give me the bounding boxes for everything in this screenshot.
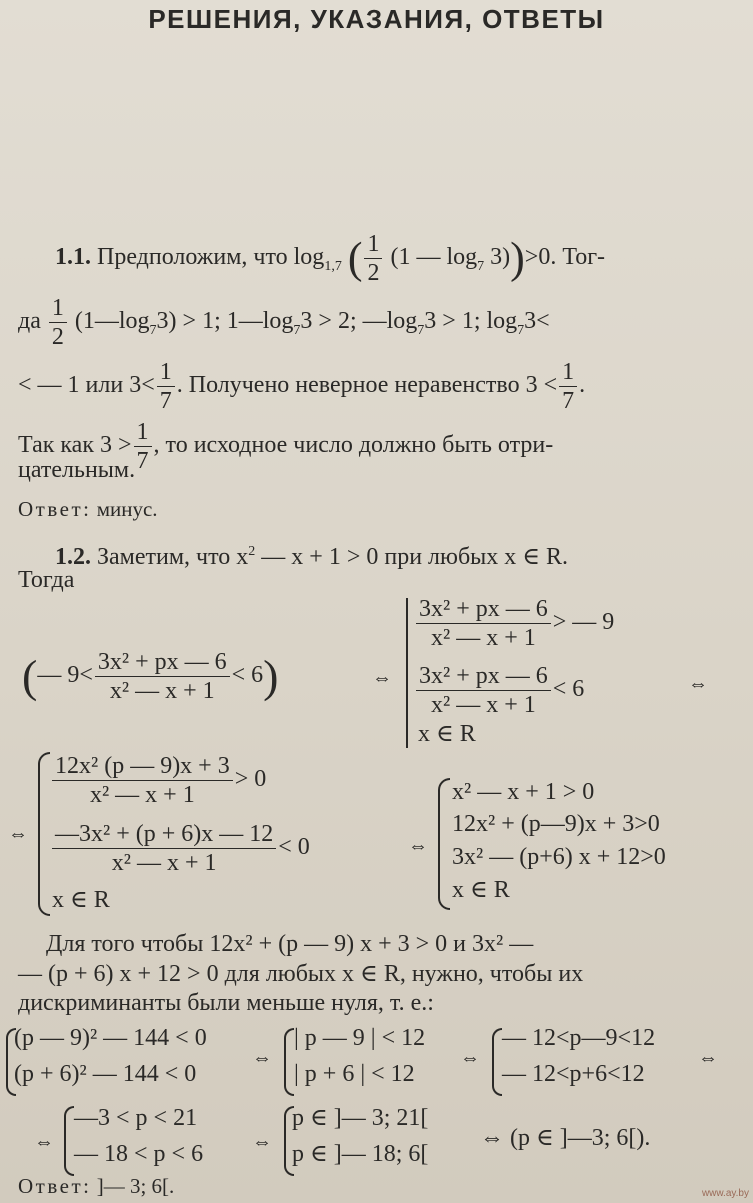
fraction: $\frac{1}{7}$ (134, 420, 152, 473)
fraction: $\frac{1}{2}$ (364, 232, 382, 285)
system-1-row-3: x ∈ R (418, 721, 476, 747)
answer-1-1 (18, 495, 158, 523)
fraction: $\frac{\text{12x² (p — 9)x + 3}}{\text{x² — x + 1}}$ (52, 754, 233, 807)
double-inequality: (— 9< $\frac{\text{3x² + px — 6}}{\text{x² — x + 1}}$ < 6) (22, 649, 279, 704)
problem-1-1-line-3: < — 1 или 3< $\frac{1}{7}$ . Получено неверное неравенство 3 < $\frac{1}{7}$ . (18, 359, 586, 414)
system-bracket (406, 598, 408, 748)
problem-1-2-line-1: 1.2. Заметим, что $x^2$ — x + 1 > 0 при любых x ∈ R. (55, 544, 569, 570)
system-brace (284, 1028, 294, 1096)
iff-symbol: ⇔ (252, 1047, 272, 1069)
system-3-row-4: x ∈ R (452, 877, 510, 903)
system-2-row-2: $\frac{\text{—3x² + (p + 6)x — 12}}{\text{x² — x + 1}}$ < 0 (50, 822, 310, 875)
system-3-row-3: 3x² — (p+6) x + 12>0 (452, 844, 666, 870)
system-7-row-2: — 18 < p < 6 (74, 1141, 204, 1167)
problem-1-1-line-2: да $\frac{1}{2}$ $(1—\log_73) > 1$; $1—\log_73 > 2$; $—\log_73 > 1$; $\log_73<$ (18, 295, 550, 350)
iff-symbol: ⇔ (252, 1131, 272, 1153)
paragraph-line-3: дискриминанты были меньше нуля, т. е.: (18, 990, 434, 1016)
system-8-row-2: p ∈ ]— 18; 6[ (292, 1141, 429, 1167)
final-result: ⇔ (p ∈ ]—3; 6[). (480, 1125, 651, 1151)
system-4-row-2: (p + 6)² — 144 < 0 (14, 1061, 197, 1087)
system-5-row-2: | p + 6 | < 12 (294, 1061, 415, 1087)
system-3-row-2: 12x² + (p—9)x + 3>0 (452, 811, 660, 837)
answer-label: Ответ: (18, 497, 92, 521)
fraction: $\frac{1}{7}$ (559, 360, 577, 413)
answer-label: Ответ: (18, 1174, 92, 1198)
system-brace (64, 1106, 74, 1176)
system-brace (492, 1028, 502, 1096)
problem-1-2-line-2: Тогда (18, 567, 75, 593)
fraction: $\frac{\text{3x² + px — 6}}{\text{x² — x + 1}}$ (416, 664, 551, 717)
problem-number: 1.2. (55, 544, 91, 570)
system-brace (438, 778, 450, 910)
system-1-row-2: $\frac{\text{3x² + px — 6}}{\text{x² — x + 1}}$ < 6 (414, 664, 584, 717)
iff-symbol: ⇔ (408, 835, 428, 857)
system-1-row-1: $\frac{\text{3x² + px — 6}}{\text{x² — x + 1}}$ > — 9 (414, 597, 614, 650)
system-2-row-1: $\frac{\text{12x² (p — 9)x + 3}}{\text{x² — x + 1}}$ > 0 (50, 754, 266, 807)
problem-1-1-line-4: Так как 3 > $\frac{1}{7}$ , то исходное число должно быть отри- (18, 419, 554, 474)
answer-1-2 (18, 1172, 174, 1200)
system-5-row-1: | p — 9 | < 12 (294, 1025, 426, 1051)
fraction: $\frac{\text{3x² + px — 6}}{\text{x² — x + 1}}$ (95, 650, 230, 703)
system-8-row-1: p ∈ ]— 3; 21[ (292, 1105, 429, 1131)
iff-symbol: ⇔ (34, 1131, 54, 1153)
system-7-row-1: —3 < p < 21 (74, 1105, 198, 1131)
system-6-row-2: — 12<p+6<12 (502, 1061, 645, 1087)
iff-symbol: ⇔ (698, 1047, 718, 1069)
system-3-row-1: x² — x + 1 > 0 (452, 779, 595, 805)
paragraph-line-2: — (p + 6) x + 12 > 0 для любых x ∈ R, нужно, чтобы их (18, 961, 584, 987)
iff-symbol: ⇔ (688, 673, 708, 695)
answer-value: ]— 3; 6[. (91, 1174, 175, 1198)
fraction: $\frac{1}{7}$ (157, 360, 175, 413)
paragraph-line-1: Для того чтобы 12x² + (p — 9) x + 3 > 0 и 3x² — (46, 931, 534, 957)
fraction: $\frac{\text{—3x² + (p + 6)x — 12}}{\text{x² — x + 1}}$ (52, 822, 276, 875)
system-6-row-1: — 12<p—9<12 (502, 1025, 656, 1051)
page-title: РЕШЕНИЯ, УКАЗАНИЯ, ОТВЕТЫ (148, 4, 605, 34)
problem-number: 1.1. (55, 244, 91, 271)
system-2-row-3: x ∈ R (52, 887, 110, 913)
system-4-row-1: (p — 9)² — 144 < 0 (14, 1025, 207, 1051)
problem-1-1-line-5: цательным. (18, 457, 136, 483)
system-brace (38, 752, 50, 916)
answer-value: минус. (91, 497, 158, 521)
fraction: $\frac{1}{2}$ (49, 296, 67, 349)
iff-symbol: ⇔ (372, 667, 392, 689)
problem-1-1-line-1: 1.1. Предположим, что $\log_{1,7}$ ( $\frac{1}{2}$ (1 — $\log_7 3))>0$. Тог- (55, 231, 606, 286)
watermark: www.ay.by (701, 1188, 749, 1199)
fraction: $\frac{\text{3x² + px — 6}}{\text{x² — x + 1}}$ (416, 597, 551, 650)
iff-symbol: ⇔ (460, 1047, 480, 1069)
iff-symbol: ⇔ (8, 823, 28, 845)
